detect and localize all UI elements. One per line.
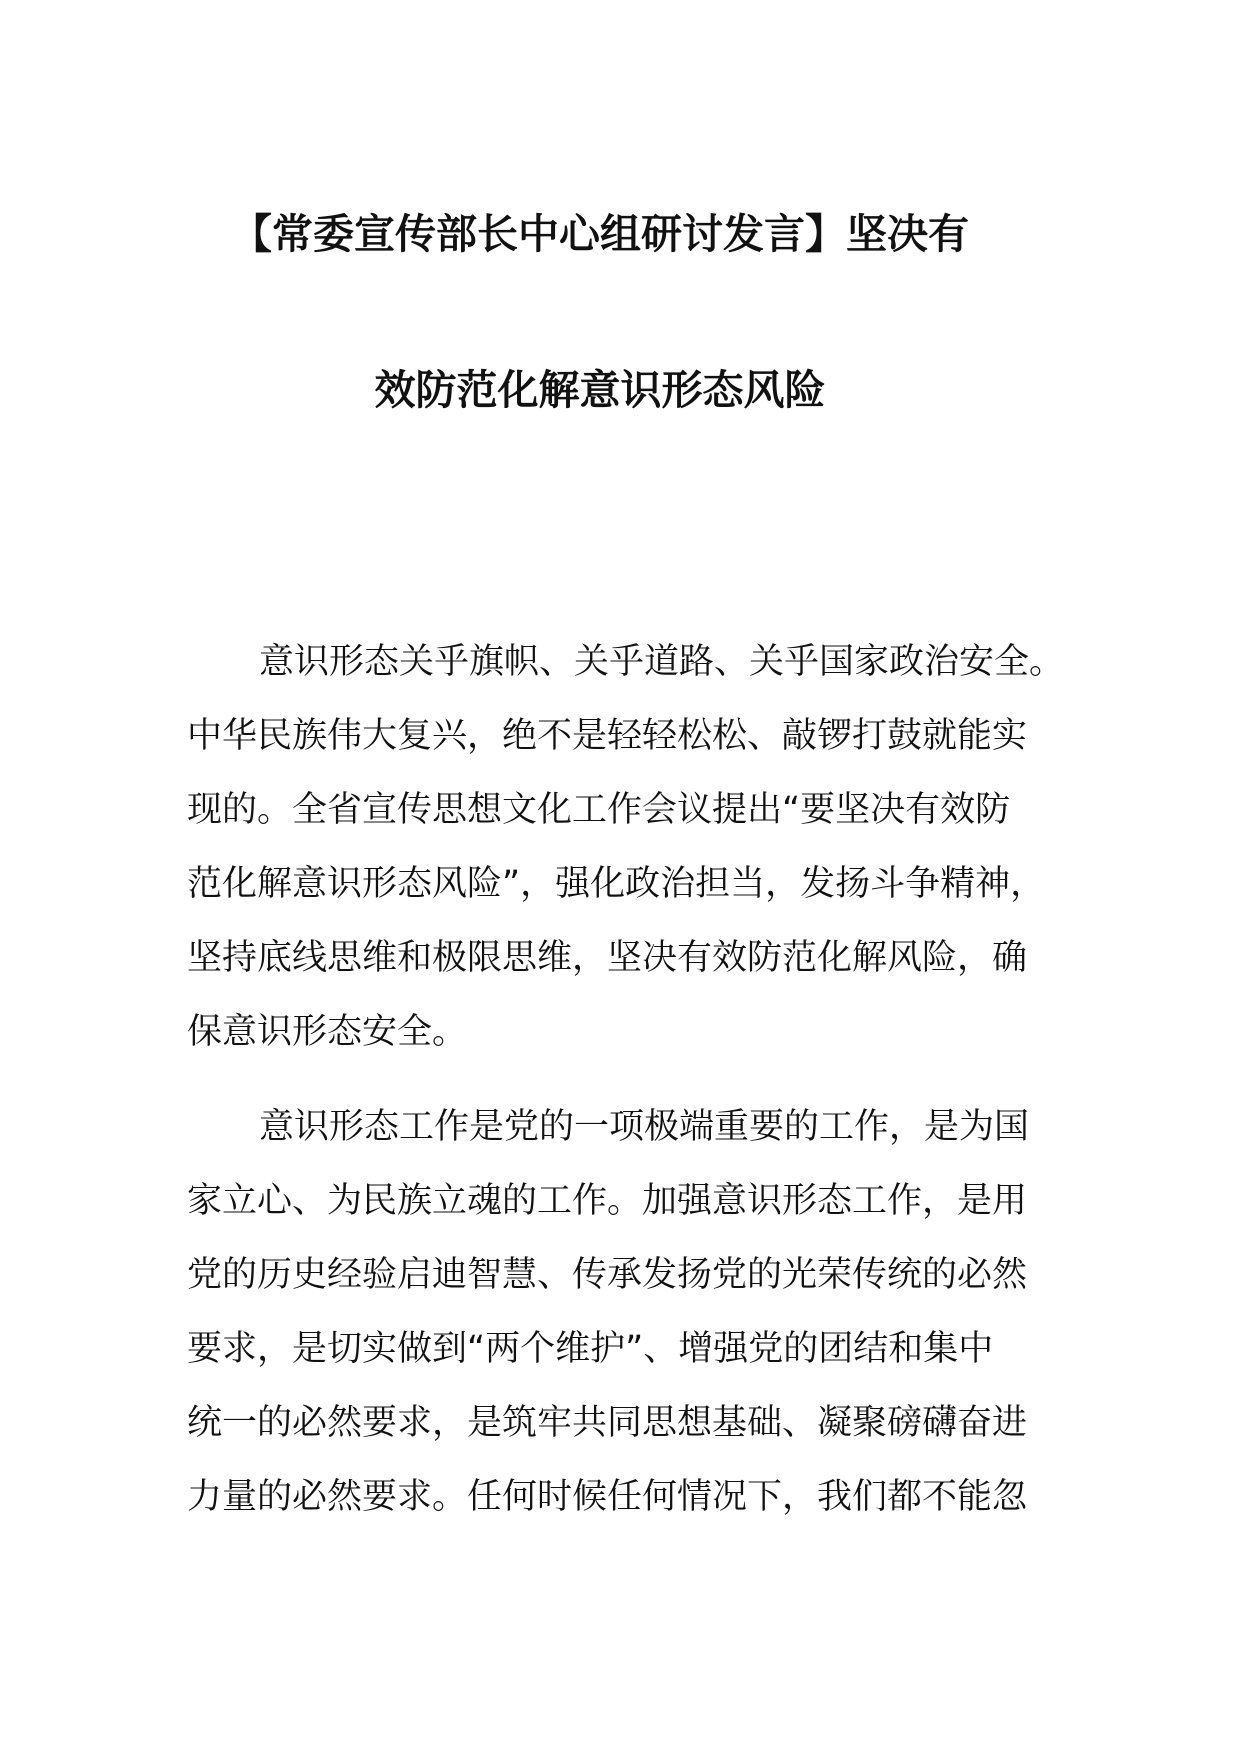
document-title-line-2: 效防范化解意识形态风险 (374, 366, 826, 414)
paragraph-2-line-5: 统一的必然要求，是筑牢共同思想基础、凝聚磅礴奋进 (187, 1403, 1028, 1443)
paragraph-2-line-1: 意识形态工作是党的一项极端重要的工作，是为国 (259, 1107, 1030, 1147)
paragraph-1-line-6: 保意识形态安全。 (187, 1012, 468, 1052)
paragraph-1-line-5: 坚持底线思维和极限思维，坚决有效防范化解风险，确 (187, 938, 1028, 978)
paragraph-1-line-4: 范化解意识形态风险”，强化政治担当，发扬斗争精神， (187, 864, 1046, 904)
paragraph-2-line-2: 家立心、为民族立魂的工作。加强意识形态工作，是用 (187, 1181, 1028, 1221)
paragraph-1-line-1: 意识形态关乎旗帜、关乎道路、关乎国家政治安全。 (259, 642, 1065, 682)
paragraph-2-line-3: 党的历史经验启迪智慧、传承发扬党的光荣传统的必然 (187, 1255, 1028, 1295)
document-title-line-1: 【常委宣传部长中心组研讨发言】坚决有 (231, 210, 969, 258)
paragraph-1-line-2: 中华民族伟大复兴，绝不是轻轻松松、敲锣打鼓就能实 (187, 716, 1028, 756)
paragraph-1-line-3: 现的。全省宣传思想文化工作会议提出“要坚决有效防 (187, 790, 1011, 830)
paragraph-2-line-6: 力量的必然要求。任何时候任何情况下，我们都不能忽 (187, 1477, 1028, 1517)
paragraph-2-line-4: 要求，是切实做到“两个维护”、增强党的团结和集中 (187, 1329, 994, 1369)
